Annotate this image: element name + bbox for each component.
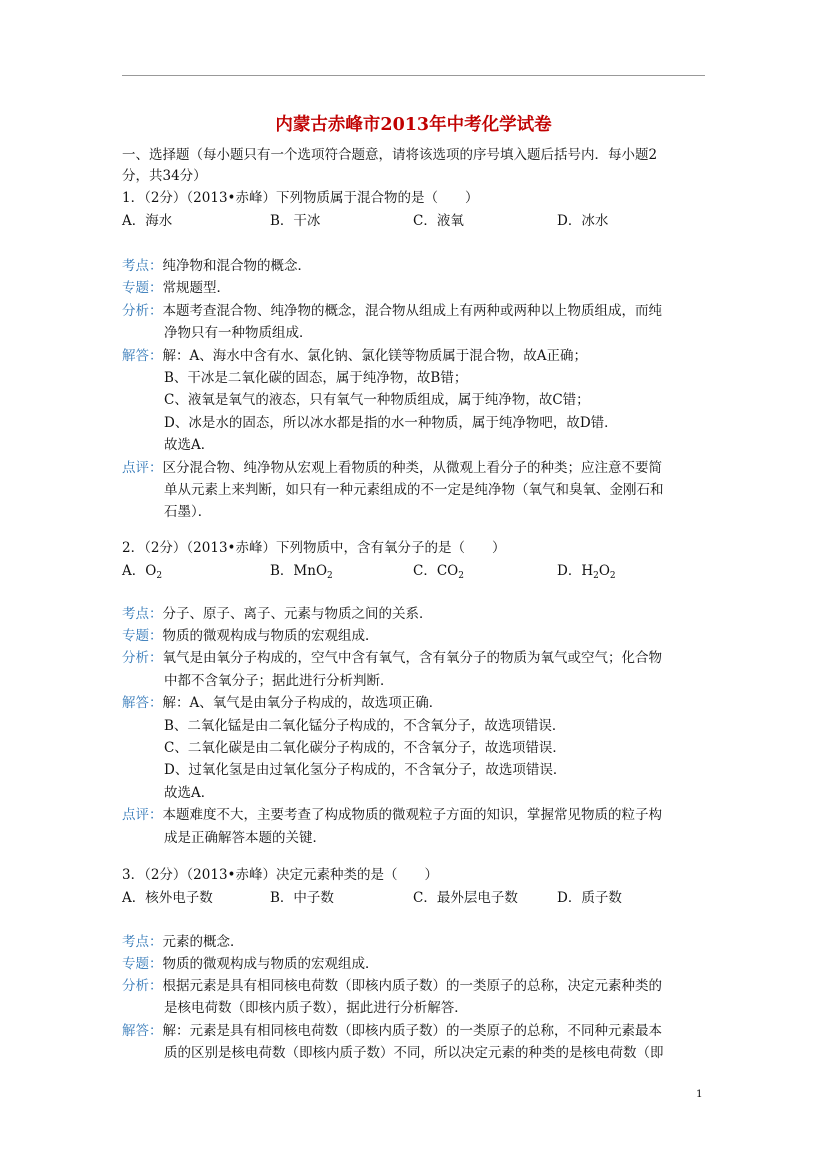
- section-heading-cont: 分，共34分）: [122, 168, 207, 184]
- q3-zhuanti: [122, 954, 379, 974]
- q2-dianping: [122, 805, 662, 825]
- q3-option-c: C．最外层电子数: [413, 890, 518, 906]
- q2-jieda: [122, 693, 442, 713]
- label-kaodian: 考点：: [122, 258, 163, 274]
- q2-kaodian-text: 分子、原子、离子、元素与物质之间的关系．: [162, 606, 433, 622]
- page-number: 1: [696, 1088, 703, 1100]
- q3-kaodian: [122, 932, 244, 952]
- q1-fenxi: [122, 301, 662, 321]
- q1-kaodian: [122, 256, 311, 276]
- q1-zhuanti-text: 常规题型．: [162, 280, 230, 296]
- q2-fenxi: [122, 648, 662, 668]
- q2-option-a: A．$O_2$: [122, 563, 163, 581]
- q1-kaodian-text: 纯净物和混合物的概念．: [162, 258, 311, 274]
- q1-dianping-line: 单从元素上来判断，如只有一种元素组成的不一定是纯净物（氧气和臭氧、金刚石和: [164, 482, 664, 498]
- q2-fenxi-text: 氧气是由氧分子构成的，空气中含有氧气，含有氧分子的物质为氧气或空气；化合物: [162, 650, 662, 666]
- label-zhuanti: 专题：: [122, 628, 163, 644]
- q2-jieda-line: B、二氧化锰是由二氧化锰分子构成的，不含氧分子，故选项错误．: [164, 718, 566, 734]
- q1-dianping: [122, 458, 662, 478]
- q2-jieda-line: 故选A．: [164, 785, 215, 801]
- q1-jieda-line: C、液氧是氧气的液态，只有氧气一种物质组成，属于纯净物，故C错；: [164, 392, 590, 408]
- q1-jieda-line: B、干冰是二氧化碳的固态，属于纯净物，故B错；: [164, 370, 468, 386]
- q2-zhuanti-text: 物质的微观构成与物质的宏观组成．: [162, 628, 379, 644]
- label-dianping: 点评：: [122, 460, 163, 476]
- header-rule: [122, 75, 705, 76]
- q1-jieda-line: 故选A．: [164, 437, 215, 453]
- q1-zhuanti: [122, 278, 230, 298]
- q1-dianping-text: 区分混合物、纯净物从宏观上看物质的种类，从微观上看分子的种类；应注意不要简: [162, 460, 662, 476]
- q2-jieda-text: 解：A、氧气是由氧分子构成的，故选项正确．: [162, 695, 443, 711]
- q1-jieda: [122, 346, 587, 366]
- q2-jieda-line: D、过氧化氢是由过氧化氢分子构成的，不含氧分子，故选项错误．: [164, 762, 567, 778]
- q2-fenxi-cont: 中都不含氧分子；据此进行分析判断．: [164, 673, 394, 689]
- q3-fenxi-cont: 是核电荷数（即核内质子数），据此进行分析解答．: [164, 1000, 468, 1016]
- q3-option-a: A．核外电子数: [122, 890, 213, 906]
- q1-option-b: B．干冰: [270, 213, 321, 229]
- q1-dianping-line: 石墨）．: [164, 504, 212, 520]
- q2-jieda-line: C、二氧化碳是由二氧化碳分子构成的，不含氧分子，故选项错误．: [164, 740, 566, 756]
- label-fenxi: 分析：: [122, 650, 163, 666]
- q2-zhuanti: [122, 626, 379, 646]
- q2-dianping-text: 本题难度不大，主要考查了构成物质的微观粒子方面的知识，掌握常见物质的粒子构: [162, 807, 662, 823]
- q2-kaodian: [122, 604, 433, 624]
- q3-fenxi: [122, 976, 662, 996]
- label-zhuanti: 专题：: [122, 956, 163, 972]
- label-fenxi: 分析：: [122, 303, 163, 319]
- page-title: 内蒙古赤峰市2013年中考化学试卷: [275, 115, 552, 135]
- q1-jieda-line: D、冰是水的固态，所以冰水都是指的水一种物质，属于纯净物吧，故D错．: [164, 415, 618, 431]
- q2-option-b: B．MnO$_2$: [270, 563, 333, 581]
- q2-option-c: C．$CO_2$: [413, 563, 464, 581]
- q1-option-a: A．海水: [122, 213, 173, 229]
- label-jieda: 解答：: [122, 348, 163, 364]
- q3-option-d: D．质子数: [557, 890, 622, 906]
- q1-option-d: D．冰水: [557, 213, 609, 229]
- q2-dianping-line: 成是正确解答本题的关键．: [164, 830, 326, 846]
- section-heading: 一、选择题（每小题只有一个选项符合题意，请将该选项的序号填入题后括号内．每小题2: [122, 147, 658, 163]
- q3-zhuanti-text: 物质的微观构成与物质的宏观组成．: [162, 956, 379, 972]
- q2-option-d: D．$H_2O_2$: [557, 563, 616, 581]
- q3-jieda-line: 质的区别是核电荷数（即核内质子数）不同，所以决定元素的种类的是核电荷数（即: [164, 1045, 664, 1061]
- q3-jieda-text: 解：元素是具有相同核电荷数（即核内质子数）的一类原子的总称，不同种元素最本: [162, 1023, 662, 1039]
- label-jieda: 解答：: [122, 695, 163, 711]
- label-kaodian: 考点：: [122, 934, 163, 950]
- q1-stem: 1．（2分）（2013•赤峰）下列物质属于混合物的是（ ）: [122, 190, 479, 206]
- q1-fenxi-text: 本题考查混合物、纯净物的概念，混合物从组成上有两种或两种以上物质组成，而纯: [162, 303, 662, 319]
- label-dianping: 点评：: [122, 807, 163, 823]
- label-fenxi: 分析：: [122, 978, 163, 994]
- q3-jieda: [122, 1021, 662, 1041]
- q3-stem: 3．（2分）（2013•赤峰）决定元素种类的是（ ）: [122, 867, 438, 883]
- q1-jieda-text: 解：A、海水中含有水、氯化钠、氯化镁等物质属于混合物，故A正确；: [162, 348, 587, 364]
- q3-fenxi-text: 根据元素是具有相同核电荷数（即核内质子数）的一类原子的总称，决定元素种类的: [162, 978, 662, 994]
- q1-fenxi-cont: 净物只有一种物质组成．: [164, 325, 313, 341]
- q3-kaodian-text: 元素的概念．: [162, 934, 244, 950]
- label-kaodian: 考点：: [122, 606, 163, 622]
- q3-option-b: B．中子数: [270, 890, 334, 906]
- label-jieda: 解答：: [122, 1023, 163, 1039]
- label-zhuanti: 专题：: [122, 280, 163, 296]
- q1-option-c: C．液氧: [413, 213, 464, 229]
- q2-stem: 2．（2分）（2013•赤峰）下列物质中，含有氧分子的是（ ）: [122, 540, 506, 556]
